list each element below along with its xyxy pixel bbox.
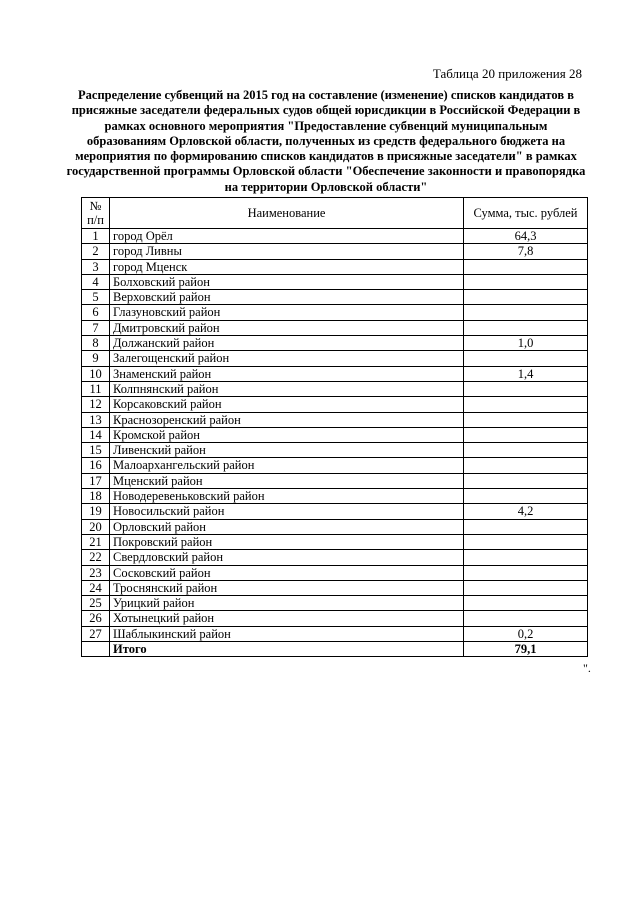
row-number: 7 [82, 320, 110, 335]
row-number: 17 [82, 473, 110, 488]
table-body [82, 229, 588, 657]
table-row [82, 244, 588, 259]
table-row [82, 397, 588, 412]
row-sum: 0,2 [464, 626, 588, 641]
table-row [82, 611, 588, 626]
row-sum: 1,4 [464, 366, 588, 381]
table-row [82, 274, 588, 289]
row-sum [464, 320, 588, 335]
row-name: Шаблыкинский район [110, 626, 464, 641]
table-row [82, 320, 588, 335]
table-row [82, 504, 588, 519]
row-number: 1 [82, 229, 110, 244]
row-sum: 79,1 [464, 642, 588, 657]
row-sum [464, 443, 588, 458]
row-number: 6 [82, 305, 110, 320]
row-name: Урицкий район [110, 596, 464, 611]
row-number: 22 [82, 550, 110, 565]
table-row [82, 351, 588, 366]
row-name: Должанский район [110, 336, 464, 351]
row-sum [464, 427, 588, 442]
row-name: Болховский район [110, 274, 464, 289]
row-name: город Ливны [110, 244, 464, 259]
row-name: Троснянский район [110, 580, 464, 595]
table-row [82, 412, 588, 427]
row-sum [464, 274, 588, 289]
row-number: 20 [82, 519, 110, 534]
row-sum [464, 412, 588, 427]
row-number: 9 [82, 351, 110, 366]
header-sum: Сумма, тыс. рублей [464, 198, 588, 229]
row-number: 13 [82, 412, 110, 427]
table-total-row [82, 642, 588, 657]
row-number: 26 [82, 611, 110, 626]
row-number [82, 642, 110, 657]
row-name: Свердловский район [110, 550, 464, 565]
table-row [82, 259, 588, 274]
table-row [82, 473, 588, 488]
row-number: 2 [82, 244, 110, 259]
row-sum [464, 290, 588, 305]
row-sum [464, 565, 588, 580]
table-row [82, 580, 588, 595]
row-sum: 4,2 [464, 504, 588, 519]
row-name: Орловский район [110, 519, 464, 534]
row-name: город Мценск [110, 259, 464, 274]
table-row [82, 443, 588, 458]
row-number: 4 [82, 274, 110, 289]
row-number: 19 [82, 504, 110, 519]
row-name: Хотынецкий район [110, 611, 464, 626]
row-name: Краснозоренский район [110, 412, 464, 427]
row-name: Глазуновский район [110, 305, 464, 320]
row-sum [464, 458, 588, 473]
row-number: 15 [82, 443, 110, 458]
row-sum [464, 611, 588, 626]
row-name: Новодеревеньковский район [110, 489, 464, 504]
row-sum: 1,0 [464, 336, 588, 351]
row-sum: 64,3 [464, 229, 588, 244]
table-row [82, 290, 588, 305]
row-sum [464, 381, 588, 396]
row-sum [464, 596, 588, 611]
table-row [82, 381, 588, 396]
header-number: № п/п [82, 198, 110, 229]
table-row [82, 427, 588, 442]
table-row [82, 458, 588, 473]
table-row [82, 336, 588, 351]
row-sum [464, 397, 588, 412]
table-row [82, 550, 588, 565]
row-name: Знаменский район [110, 366, 464, 381]
row-number: 25 [82, 596, 110, 611]
row-number: 14 [82, 427, 110, 442]
table-row [82, 489, 588, 504]
row-name: Сосковский район [110, 565, 464, 580]
subvention-table [81, 197, 588, 657]
table-caption: Таблица 20 приложения 28 [432, 66, 582, 81]
row-number: 8 [82, 336, 110, 351]
row-number: 12 [82, 397, 110, 412]
row-number: 11 [82, 381, 110, 396]
table-row [82, 565, 588, 580]
row-sum [464, 519, 588, 534]
table-row [82, 229, 588, 244]
table-row [82, 534, 588, 549]
row-sum [464, 473, 588, 488]
row-name: Новосильский район [110, 504, 464, 519]
row-name: Мценский район [110, 473, 464, 488]
row-number: 10 [82, 366, 110, 381]
row-name: Ливенский район [110, 443, 464, 458]
row-number: 3 [82, 259, 110, 274]
table-header-row [82, 198, 588, 229]
table-row [82, 596, 588, 611]
row-sum [464, 351, 588, 366]
row-number: 5 [82, 290, 110, 305]
row-sum [464, 305, 588, 320]
row-sum [464, 534, 588, 549]
row-name: Залегощенский район [110, 351, 464, 366]
row-number: 16 [82, 458, 110, 473]
row-name: Колпнянский район [110, 381, 464, 396]
row-name: Дмитровский район [110, 320, 464, 335]
row-number: 18 [82, 489, 110, 504]
row-sum [464, 259, 588, 274]
row-name: Итого [110, 642, 464, 657]
row-name: Покровский район [110, 534, 464, 549]
row-name: Малоархангельский район [110, 458, 464, 473]
row-sum [464, 550, 588, 565]
row-name: город Орёл [110, 229, 464, 244]
row-sum [464, 489, 588, 504]
table-row [82, 366, 588, 381]
table-row [82, 626, 588, 641]
row-number: 27 [82, 626, 110, 641]
row-sum: 7,8 [464, 244, 588, 259]
document-title: Распределение субвенций на 2015 год на составление (изменение) списков кандидатов в присяжные заседатели федеральных судов общей юрисдикции в Российской Федерации в рамках основного мероприятия "Предоставление субвенций муниципальным образованиям Орловской области, полученных из средств федерального бюджета на мероприятия по формированию списков кандидатов в присяжные заседатели" в рамках государственной программы Орловской области "Обеспечение законности и правопорядка на территории Орловской области" [66, 88, 586, 194]
row-sum [464, 580, 588, 595]
table-row [82, 519, 588, 534]
closing-quote-mark: ". [583, 661, 591, 675]
row-number: 23 [82, 565, 110, 580]
row-name: Корсаковский район [110, 397, 464, 412]
row-number: 21 [82, 534, 110, 549]
row-name: Кромской район [110, 427, 464, 442]
header-name: Наименование [110, 198, 464, 229]
table-row [82, 305, 588, 320]
row-name: Верховский район [110, 290, 464, 305]
row-number: 24 [82, 580, 110, 595]
